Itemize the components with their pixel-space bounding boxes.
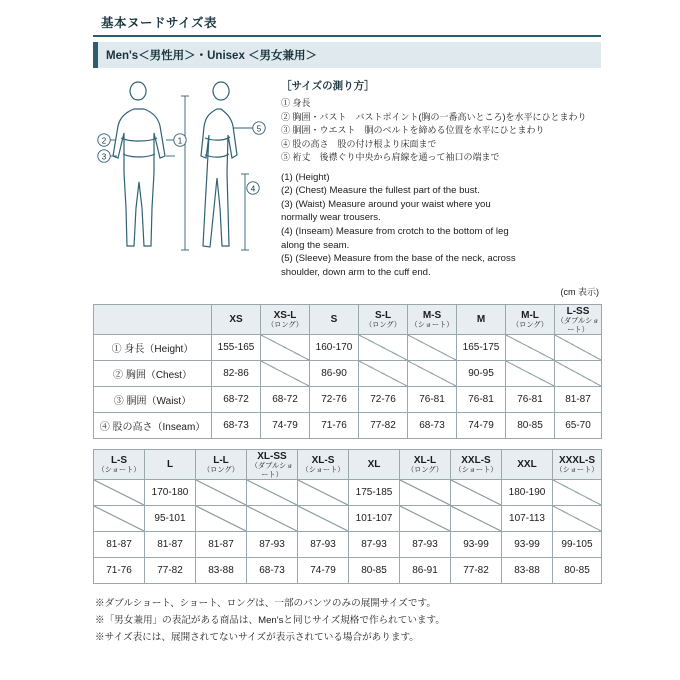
cell: 68-73 bbox=[212, 413, 261, 439]
cell: 99-105 bbox=[553, 532, 602, 558]
cell: 155-165 bbox=[212, 335, 261, 361]
cell-empty bbox=[94, 480, 145, 506]
cell-empty bbox=[400, 480, 451, 506]
table-row bbox=[94, 387, 602, 413]
cell: 77-82 bbox=[359, 413, 408, 439]
col-label: L-L bbox=[213, 454, 229, 466]
svg-text:5: 5 bbox=[256, 124, 262, 134]
howto-en-line-2: (2) (Chest) Measure the fullest part of the bust. bbox=[281, 185, 480, 197]
col-label: M bbox=[476, 314, 486, 326]
cell-empty bbox=[359, 335, 408, 361]
cell: 72-76 bbox=[359, 387, 408, 413]
cell-empty bbox=[261, 361, 310, 387]
cell-empty bbox=[298, 480, 349, 506]
howto-jp-line-2: ② 胸囲・バスト バストポイント(胸の一番高いところ)を水平にひとまわり bbox=[281, 111, 587, 122]
cell-empty bbox=[247, 506, 298, 532]
cell-empty bbox=[359, 361, 408, 387]
col-label: L-S bbox=[110, 454, 128, 466]
col-label: S-L bbox=[374, 309, 392, 321]
howto-jp-line-4: ④ 股の高さ 股の付け根より床面まで bbox=[281, 138, 437, 149]
cell-empty bbox=[408, 361, 457, 387]
howto-block bbox=[275, 78, 601, 298]
row-header-inseam: ④ 股の高さ（Inseam） bbox=[94, 413, 212, 439]
svg-text:1: 1 bbox=[177, 136, 183, 146]
cell: 101-107 bbox=[349, 506, 400, 532]
cell: 83-88 bbox=[502, 558, 553, 584]
howto-en-block bbox=[281, 171, 601, 280]
howto-jp-line-3: ③ 胴囲・ウエスト 胴のベルトを締める位置を水平にひとまわり bbox=[281, 125, 545, 135]
cell-empty bbox=[94, 506, 145, 532]
col-label: XXL-S bbox=[461, 454, 491, 466]
col-label: XL-S bbox=[311, 454, 335, 466]
col-sublabel: （ダブルショート） bbox=[556, 316, 600, 334]
table-row bbox=[94, 558, 602, 584]
cell: 180-190 bbox=[502, 480, 553, 506]
cell: 76-81 bbox=[408, 387, 457, 413]
col-header-m bbox=[457, 305, 506, 335]
cell: 165-175 bbox=[457, 335, 506, 361]
col-label: M-S bbox=[422, 309, 442, 321]
howto-en-line-3: (3) (Waist) Measure around your waist where you bbox=[281, 198, 491, 210]
howto-en-line-4: normally wear trousers. bbox=[281, 212, 381, 224]
col-label: XL-SS bbox=[257, 450, 287, 462]
col-header-l-ss bbox=[555, 305, 602, 335]
cell: 76-81 bbox=[506, 387, 555, 413]
cell: 76-81 bbox=[457, 387, 506, 413]
table-header-row bbox=[94, 450, 602, 480]
row-header-chest: ② 胸囲（Chest） bbox=[94, 361, 212, 387]
cell: 81-87 bbox=[196, 532, 247, 558]
unit-note: (cm 表示) bbox=[560, 287, 599, 298]
table-row bbox=[94, 480, 602, 506]
cell: 80-85 bbox=[506, 413, 555, 439]
col-header-xl-l bbox=[400, 450, 451, 480]
cell-empty bbox=[261, 335, 310, 361]
table-row bbox=[94, 532, 602, 558]
cell: 90-95 bbox=[457, 361, 506, 387]
footnote-1: ※ダブルショート、ショート、ロングは、一部のパンツのみの展開サイズです。 bbox=[95, 598, 436, 610]
footnote-3: ※サイズ表には、展開されてないサイズが表示されている場合があります。 bbox=[95, 631, 419, 643]
cell-empty bbox=[555, 361, 602, 387]
cell: 71-76 bbox=[94, 558, 145, 584]
col-sublabel: （ショート） bbox=[454, 465, 498, 475]
col-header-xxxl-s bbox=[553, 450, 602, 480]
footnotes bbox=[93, 596, 601, 646]
cell: 68-73 bbox=[247, 558, 298, 584]
row-header-waist: ③ 胴囲（Waist） bbox=[94, 387, 212, 413]
col-header-xl bbox=[349, 450, 400, 480]
cell: 93-99 bbox=[451, 532, 502, 558]
howto-en-line-8: shoulder, down arm to the cuff end. bbox=[281, 266, 431, 278]
cell: 160-170 bbox=[310, 335, 359, 361]
howto-en-line-1: (1) (Height) bbox=[281, 171, 330, 183]
cell-empty bbox=[451, 480, 502, 506]
cell: 107-113 bbox=[502, 506, 553, 532]
col-header-xxl bbox=[502, 450, 553, 480]
page-title: 基本ヌードサイズ表 bbox=[93, 13, 601, 37]
cell: 95-101 bbox=[145, 506, 196, 532]
body-figure-diagram bbox=[93, 78, 275, 283]
svg-text:3: 3 bbox=[101, 152, 107, 162]
cell-empty bbox=[555, 335, 602, 361]
cell: 77-82 bbox=[451, 558, 502, 584]
cell: 86-91 bbox=[400, 558, 451, 584]
table-row bbox=[94, 413, 602, 439]
size-table-primary bbox=[93, 304, 602, 439]
cell: 86-90 bbox=[310, 361, 359, 387]
col-header-l bbox=[145, 450, 196, 480]
cell: 87-93 bbox=[298, 532, 349, 558]
cell: 82-86 bbox=[212, 361, 261, 387]
cell: 77-82 bbox=[145, 558, 196, 584]
col-sublabel: （ショート） bbox=[555, 465, 599, 475]
svg-text:4: 4 bbox=[250, 184, 256, 194]
measure-guide-section bbox=[93, 78, 601, 298]
table-row bbox=[94, 506, 602, 532]
col-label: XS-L bbox=[273, 309, 297, 321]
col-header-s bbox=[310, 305, 359, 335]
size-table-secondary bbox=[93, 449, 602, 584]
col-label: XXXL-S bbox=[558, 454, 596, 466]
cell: 65-70 bbox=[555, 413, 602, 439]
col-sublabel: （ロング） bbox=[406, 465, 443, 475]
table-row bbox=[94, 335, 602, 361]
cell: 68-72 bbox=[261, 387, 310, 413]
cell: 72-76 bbox=[310, 387, 359, 413]
cell-empty bbox=[247, 480, 298, 506]
howto-en-line-6: along the seam. bbox=[281, 239, 350, 251]
content-area bbox=[93, 13, 601, 647]
col-header-xl-s bbox=[298, 450, 349, 480]
col-label: L bbox=[166, 459, 174, 471]
col-header-xl-ss bbox=[247, 450, 298, 480]
cell-empty bbox=[400, 506, 451, 532]
cell-empty bbox=[451, 506, 502, 532]
table-header-row bbox=[94, 305, 602, 335]
col-sublabel: （ダブルショート） bbox=[250, 461, 294, 479]
col-label: S bbox=[330, 314, 338, 326]
col-label: XXL bbox=[517, 459, 537, 471]
col-sublabel: （ロング） bbox=[511, 320, 548, 330]
cell: 81-87 bbox=[555, 387, 602, 413]
col-sublabel: （ロング） bbox=[364, 320, 401, 330]
col-sublabel: （ロング） bbox=[202, 465, 239, 475]
howto-title: ［サイズの測り方］ bbox=[281, 80, 375, 92]
cell-empty bbox=[196, 480, 247, 506]
cell: 71-76 bbox=[310, 413, 359, 439]
cell: 74-79 bbox=[457, 413, 506, 439]
cell-empty bbox=[506, 361, 555, 387]
body-figures bbox=[93, 78, 275, 283]
howto-jp-line-1: ① 身長 bbox=[281, 98, 311, 108]
col-header-l-l bbox=[196, 450, 247, 480]
cell: 68-72 bbox=[212, 387, 261, 413]
cell: 80-85 bbox=[553, 558, 602, 584]
col-header-xs bbox=[212, 305, 261, 335]
col-sublabel: （ショート） bbox=[301, 465, 345, 475]
cell: 81-87 bbox=[94, 532, 145, 558]
cell-empty bbox=[408, 335, 457, 361]
col-label: XS bbox=[229, 314, 243, 326]
cell: 80-85 bbox=[349, 558, 400, 584]
cell: 87-93 bbox=[247, 532, 298, 558]
col-label: XL bbox=[367, 459, 381, 471]
cell: 175-185 bbox=[349, 480, 400, 506]
col-label: XL-L bbox=[413, 454, 437, 466]
col-label: L-SS bbox=[566, 305, 590, 317]
row-header-height: ① 身長（Height） bbox=[94, 335, 212, 361]
col-header-m-s bbox=[408, 305, 457, 335]
cell: 87-93 bbox=[349, 532, 400, 558]
howto-jp-line-5: ⑤ 裄丈 後襟ぐり中央から肩線を通って袖口の端まで bbox=[281, 152, 500, 162]
cell: 81-87 bbox=[145, 532, 196, 558]
col-sublabel: （ロング） bbox=[266, 320, 303, 330]
col-sublabel: （ショート） bbox=[410, 320, 454, 330]
cell-empty bbox=[553, 506, 602, 532]
cell: 83-88 bbox=[196, 558, 247, 584]
col-header-s-l bbox=[359, 305, 408, 335]
col-header-xxl-s bbox=[451, 450, 502, 480]
col-header-label bbox=[94, 305, 212, 335]
col-header-m-l bbox=[506, 305, 555, 335]
cell: 93-99 bbox=[502, 532, 553, 558]
cell-empty bbox=[196, 506, 247, 532]
footnote-2: ※「男女兼用」の表記がある商品は、Men'sと同じサイズ規格で作られています。 bbox=[95, 615, 445, 627]
table-row bbox=[94, 361, 602, 387]
size-table-secondary-wrap bbox=[93, 449, 601, 584]
cell-empty bbox=[506, 335, 555, 361]
cell-empty bbox=[298, 506, 349, 532]
col-label: M-L bbox=[521, 309, 539, 321]
col-sublabel: （ショート） bbox=[97, 465, 141, 475]
col-header-xs-l bbox=[261, 305, 310, 335]
cell: 170-180 bbox=[145, 480, 196, 506]
cell: 68-73 bbox=[408, 413, 457, 439]
howto-en-line-5: (4) (Inseam) Measure from crotch to the bottom of leg bbox=[281, 225, 509, 237]
section-subtitle: Men's＜男性用＞・Unisex ＜男女兼用＞ bbox=[93, 42, 601, 68]
col-header-l-s bbox=[94, 450, 145, 480]
cell: 87-93 bbox=[400, 532, 451, 558]
howto-en-line-7: (5) (Sleeve) Measure from the base of the neck, across bbox=[281, 253, 516, 265]
svg-text:2: 2 bbox=[101, 136, 107, 146]
cell-empty bbox=[553, 480, 602, 506]
cell: 74-79 bbox=[298, 558, 349, 584]
cell: 74-79 bbox=[261, 413, 310, 439]
